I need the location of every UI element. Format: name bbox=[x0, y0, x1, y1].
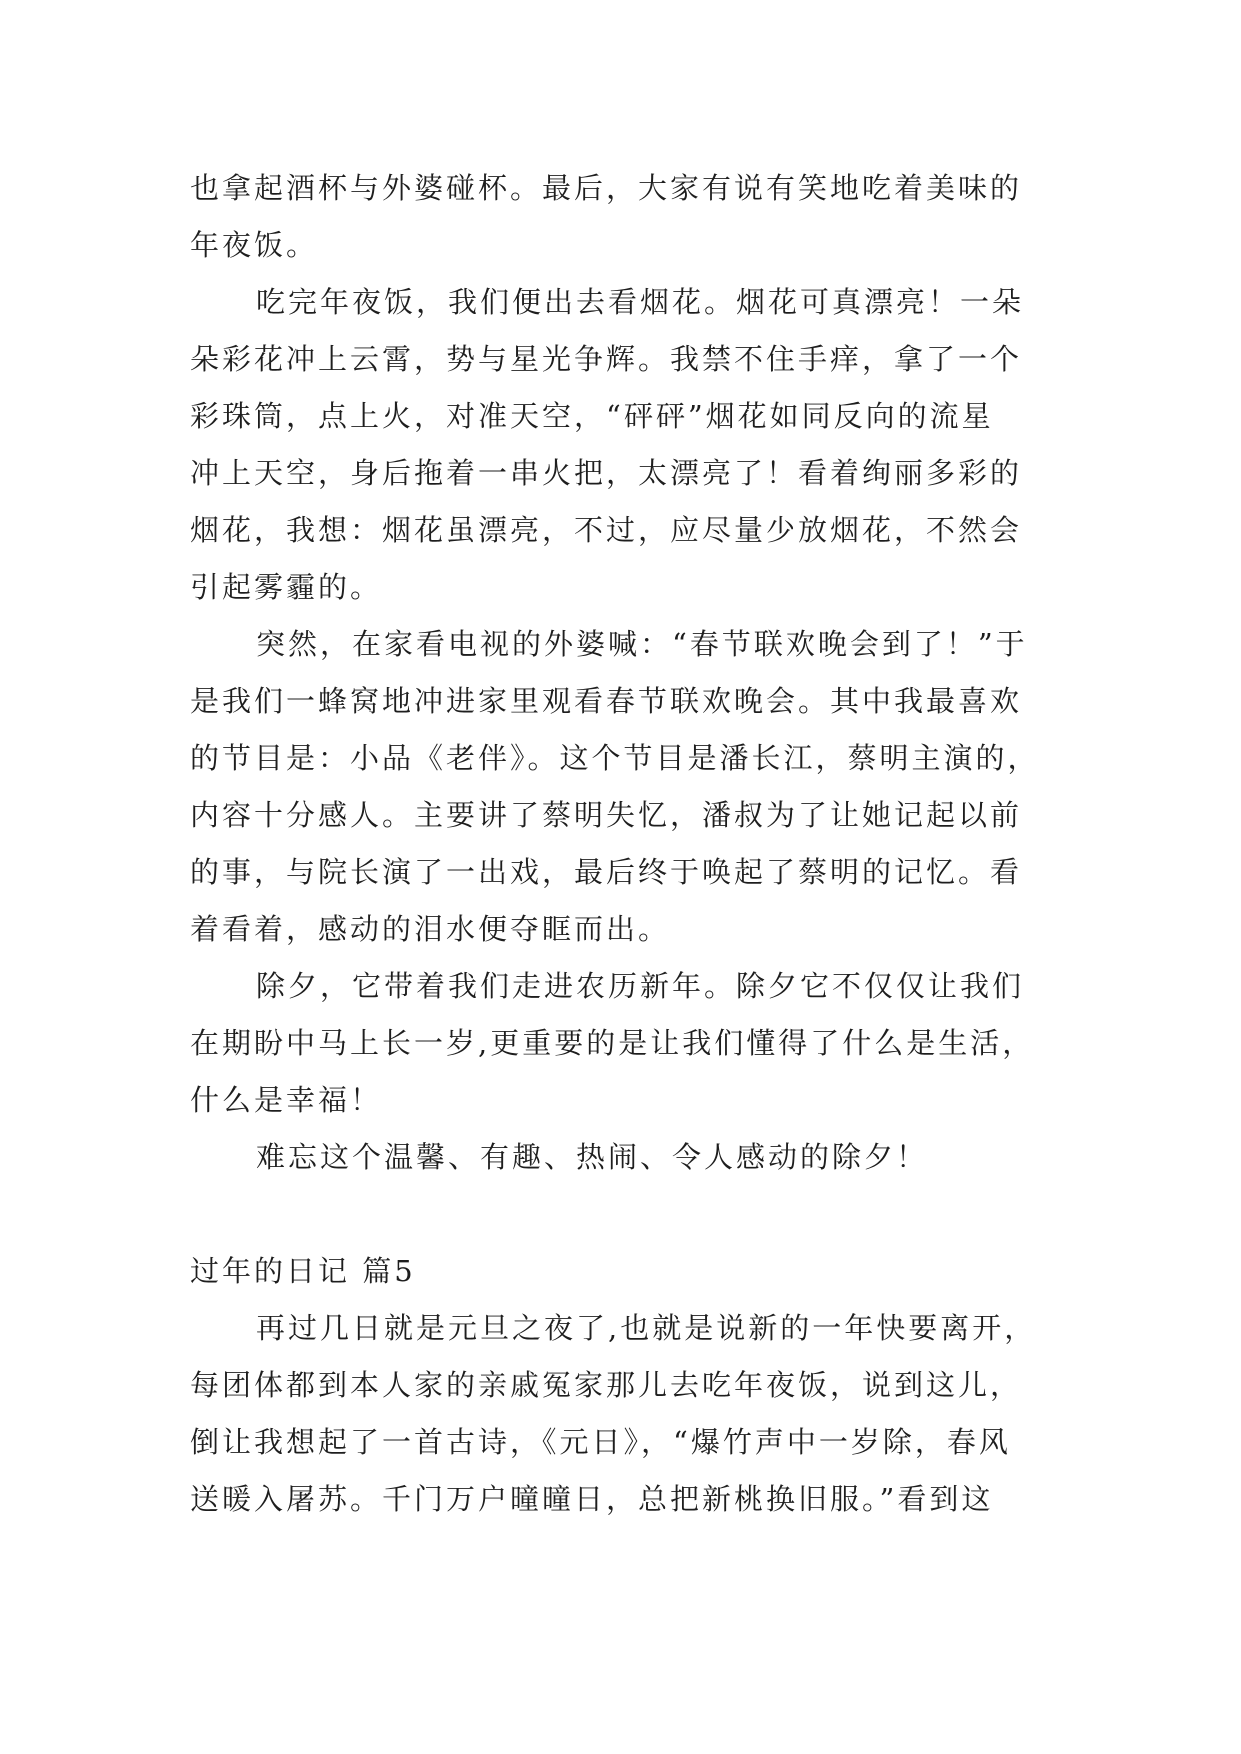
paragraph-line: 引起雾霾的。 bbox=[190, 570, 383, 604]
paragraph-line: 突然，在家看电视的外婆喊：“春节联欢晚会到了！”于 bbox=[256, 627, 1028, 661]
paragraph-line: 送暖入屠苏。千门万户曈曈日，总把新桃换旧服。”看到这 bbox=[190, 1482, 994, 1516]
paragraph-line: 也拿起酒杯与外婆碰杯。最后，大家有说有笑地吃着美味的 bbox=[190, 171, 1023, 205]
document-body bbox=[190, 160, 1065, 1528]
paragraph-line: 倒让我想起了一首古诗，《元日》，“爆竹声中一岁除，春风 bbox=[190, 1425, 1011, 1459]
paragraph-line: 的事，与院长演了一出戏，最后终于唤起了蔡明的记忆。看 bbox=[190, 855, 1023, 889]
paragraph-line: 的节目是：小品《老伴》。这个节目是潘长江，蔡明主演的， bbox=[190, 741, 1040, 775]
paragraph-line: 内容十分感人。主要讲了蔡明失忆，潘叔为了让她记起以前 bbox=[190, 798, 1023, 832]
paragraph-line: 难忘这个温馨、有趣、热闹、令人感动的除夕！ bbox=[256, 1140, 929, 1174]
paragraph-line: 再过几日就是元旦之夜了,也就是说新的一年快要离开， bbox=[256, 1311, 1037, 1345]
paragraph-line: 在期盼中马上长一岁,更重要的是让我们懂得了什么是生活， bbox=[190, 1026, 1035, 1060]
paragraph-line: 彩珠筒，点上火，对准天空，“砰砰”烟花如同反向的流星 bbox=[190, 399, 994, 433]
paragraph-line: 朵彩花冲上云霄，势与星光争辉。我禁不住手痒，拿了一个 bbox=[190, 342, 1023, 376]
paragraph-line: 年夜饭。 bbox=[190, 228, 319, 262]
paragraph-line: 着看着，感动的泪水便夺眶而出。 bbox=[190, 912, 671, 946]
paragraph-line: 冲上天空，身后拖着一串火把，太漂亮了！看着绚丽多彩的 bbox=[190, 456, 1023, 490]
paragraph-line: 每团体都到本人家的亲戚冤家那儿去吃年夜饭，说到这儿， bbox=[190, 1368, 1023, 1402]
paragraph-line: 吃完年夜饭，我们便出去看烟花。烟花可真漂亮！一朵 bbox=[256, 285, 1025, 319]
paragraph-line: 除夕，它带着我们走进农历新年。除夕它不仅仅让我们 bbox=[256, 969, 1025, 1003]
section-heading: 过年的日记 篇5 bbox=[190, 1254, 416, 1288]
paragraph-line: 烟花，我想：烟花虽漂亮，不过，应尽量少放烟花，不然会 bbox=[190, 513, 1023, 547]
paragraph-line: 什么是幸福！ bbox=[190, 1083, 383, 1117]
paragraph-line: 是我们一蜂窝地冲进家里观看春节联欢晚会。其中我最喜欢 bbox=[190, 684, 1023, 718]
section-gap bbox=[190, 1186, 1065, 1243]
